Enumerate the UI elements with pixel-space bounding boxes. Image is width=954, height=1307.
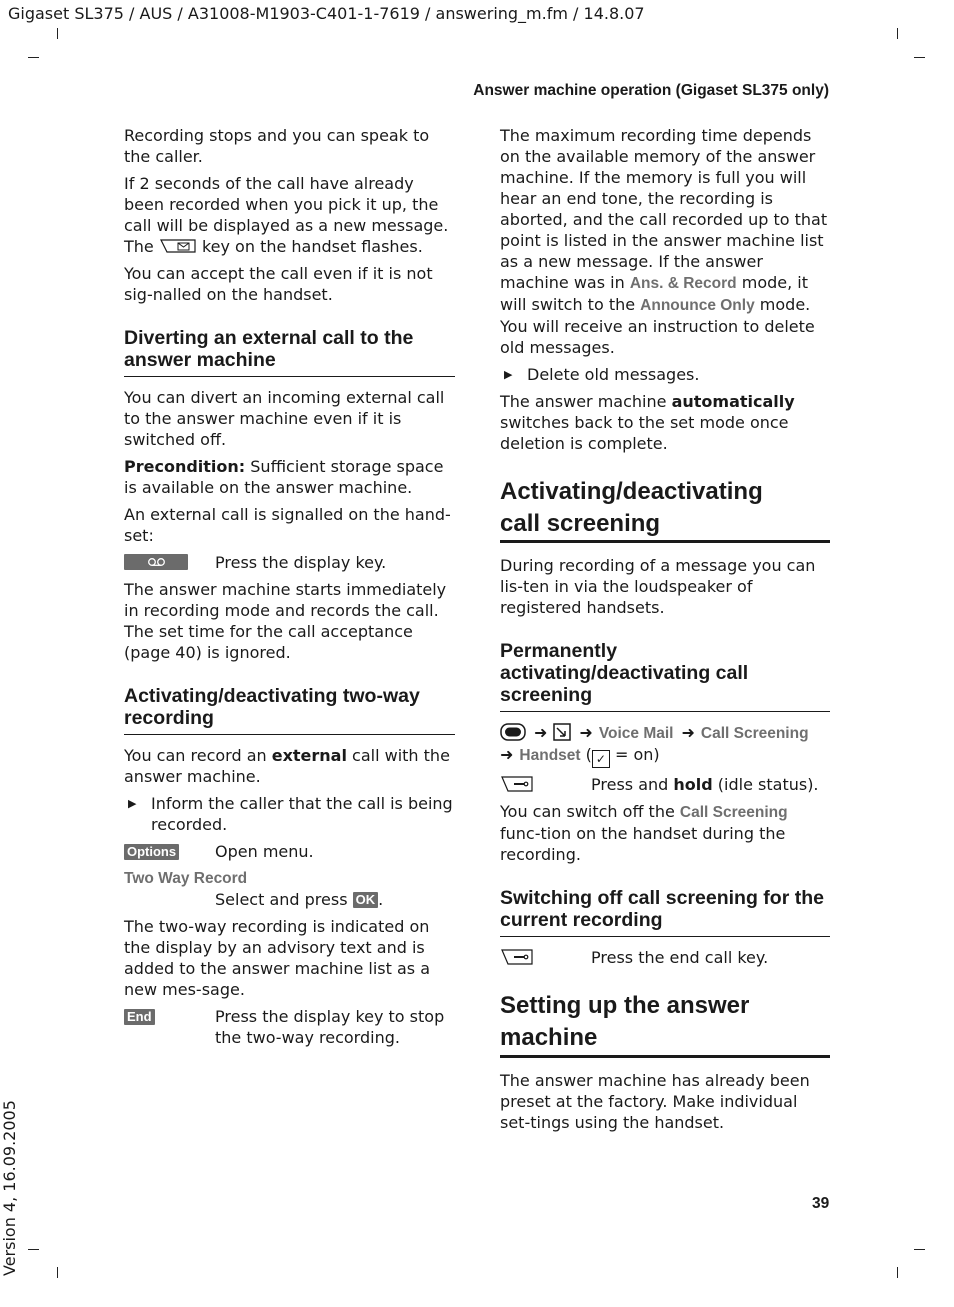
menu-key-icon[interactable]: [500, 723, 526, 741]
document-header: Gigaset SL375 / AUS / A31008-M1903-C401-1-7619 / answering_m.fm / 14.8.07: [8, 4, 645, 23]
bullet-item: ▶ Inform the caller that the call is being recorded.: [124, 793, 455, 835]
instruction-row: Press the end call key.: [500, 947, 830, 968]
ok-key[interactable]: OK: [353, 892, 379, 908]
chapter-heading: Activating/deactivating call screening: [500, 478, 763, 537]
crop-mark: [914, 1249, 925, 1250]
end-call-key-icon[interactable]: [500, 948, 534, 966]
answer-machine-menu-icon: [553, 723, 571, 741]
paragraph: You can accept the call even if it is not sig-nalled on the handset.: [124, 264, 433, 304]
instruction-row: Options Open menu.: [124, 841, 455, 862]
instruction-row: Press and hold (idle status).: [500, 774, 830, 795]
arrow-icon: ➜: [681, 723, 695, 742]
arrow-icon: ➜: [500, 745, 514, 764]
paragraph: The answer machine has already been preset at the factory. Make individual set-tings using the handset.: [500, 1071, 810, 1132]
crop-mark: [914, 57, 925, 58]
paragraph: An external call is signalled on the hand-set:: [124, 505, 451, 545]
instruction-row: Select and press OK .: [215, 890, 384, 909]
answer-machine-display-key[interactable]: [124, 554, 188, 570]
message-key-icon: [159, 238, 197, 254]
end-key[interactable]: End: [124, 1009, 155, 1025]
paragraph: You can record an external call with the answer machine.: [124, 746, 450, 786]
section-heading: Diverting an external call to the answer machine: [124, 327, 455, 377]
crop-mark: [57, 28, 58, 39]
section-heading: Activating/deactivating two-way recording: [124, 685, 455, 735]
paragraph: The two-way recording is indicated on the display by an advisory text and is added to the answer machine list as a new mes-sage.: [124, 917, 431, 999]
paragraph: The maximum recording time depends on the available memory of the answer machine. If the memory is full you will hear an end tone, the recording is aborted, and the call recorded up to that point is listed in the answer machine list as a new message. If the answer machine was in Ans. & Record mode, it will switch to the Announce Only mode. You will receive an instruction to delete old messages.: [500, 126, 828, 357]
right-column: [500, 125, 830, 1139]
paragraph: Recording stops and you can speak to the caller.: [124, 126, 430, 166]
chapter-heading: Setting up the answer machine: [500, 990, 830, 1058]
crop-mark: [897, 1267, 898, 1278]
bullet-arrow-icon: ▶: [504, 368, 513, 381]
paragraph: During recording of a message you can lis-ten in via the loudspeaker of registered handsets.: [500, 556, 816, 617]
heading-rule: [500, 540, 830, 543]
section-heading: Permanently activating/deactivating call screening: [500, 640, 830, 712]
arrow-icon: ➜: [534, 723, 548, 742]
crop-mark: [897, 28, 898, 39]
paragraph: The answer machine automatically switches back to the set mode once deletion is complete.: [500, 392, 795, 453]
page-number: 39: [812, 1195, 830, 1212]
section-heading: Switching off call screening for the current recording: [500, 887, 830, 937]
left-column: [124, 125, 455, 1054]
paragraph: You can divert an incoming external call to the answer machine even if it is switched off.: [124, 388, 445, 449]
crop-mark: [28, 57, 39, 58]
end-call-key-icon[interactable]: [500, 775, 534, 793]
menu-entry: Two Way Record: [124, 870, 248, 887]
paragraph: You can switch off the Call Screening func-tion on the handset during the recording.: [500, 802, 788, 864]
instruction-row: End Press the display key to stop the two-way recording.: [124, 1006, 455, 1048]
running-head: Answer machine operation (Gigaset SL375 only): [473, 82, 829, 99]
checkmark-icon: ✓: [592, 750, 610, 768]
voicemail-icon: [124, 554, 188, 570]
paragraph: If 2 seconds of the call have already been recorded when you pick it up, the call will be displayed as a new message. The key on the handset flashes.: [124, 174, 449, 256]
bullet-arrow-icon: ▶: [128, 797, 137, 810]
crop-mark: [57, 1267, 58, 1278]
options-key[interactable]: Options: [124, 844, 179, 860]
instruction-row: Press the display key.: [124, 552, 455, 573]
menu-path: ➜ ➜ Voice Mail ➜ Call Screening ➜ Handset ( ✓ = on): [500, 723, 809, 766]
paragraph: The answer machine starts immediately in recording mode and records the call. The set time for the call acceptance (page 40) is ignored.: [124, 580, 447, 662]
crop-mark: [28, 1249, 39, 1250]
arrow-icon: ➜: [579, 723, 593, 742]
paragraph: Precondition: Sufficient storage space is available on the answer machine.: [124, 457, 444, 497]
bullet-item: ▶ Delete old messages.: [500, 364, 830, 385]
